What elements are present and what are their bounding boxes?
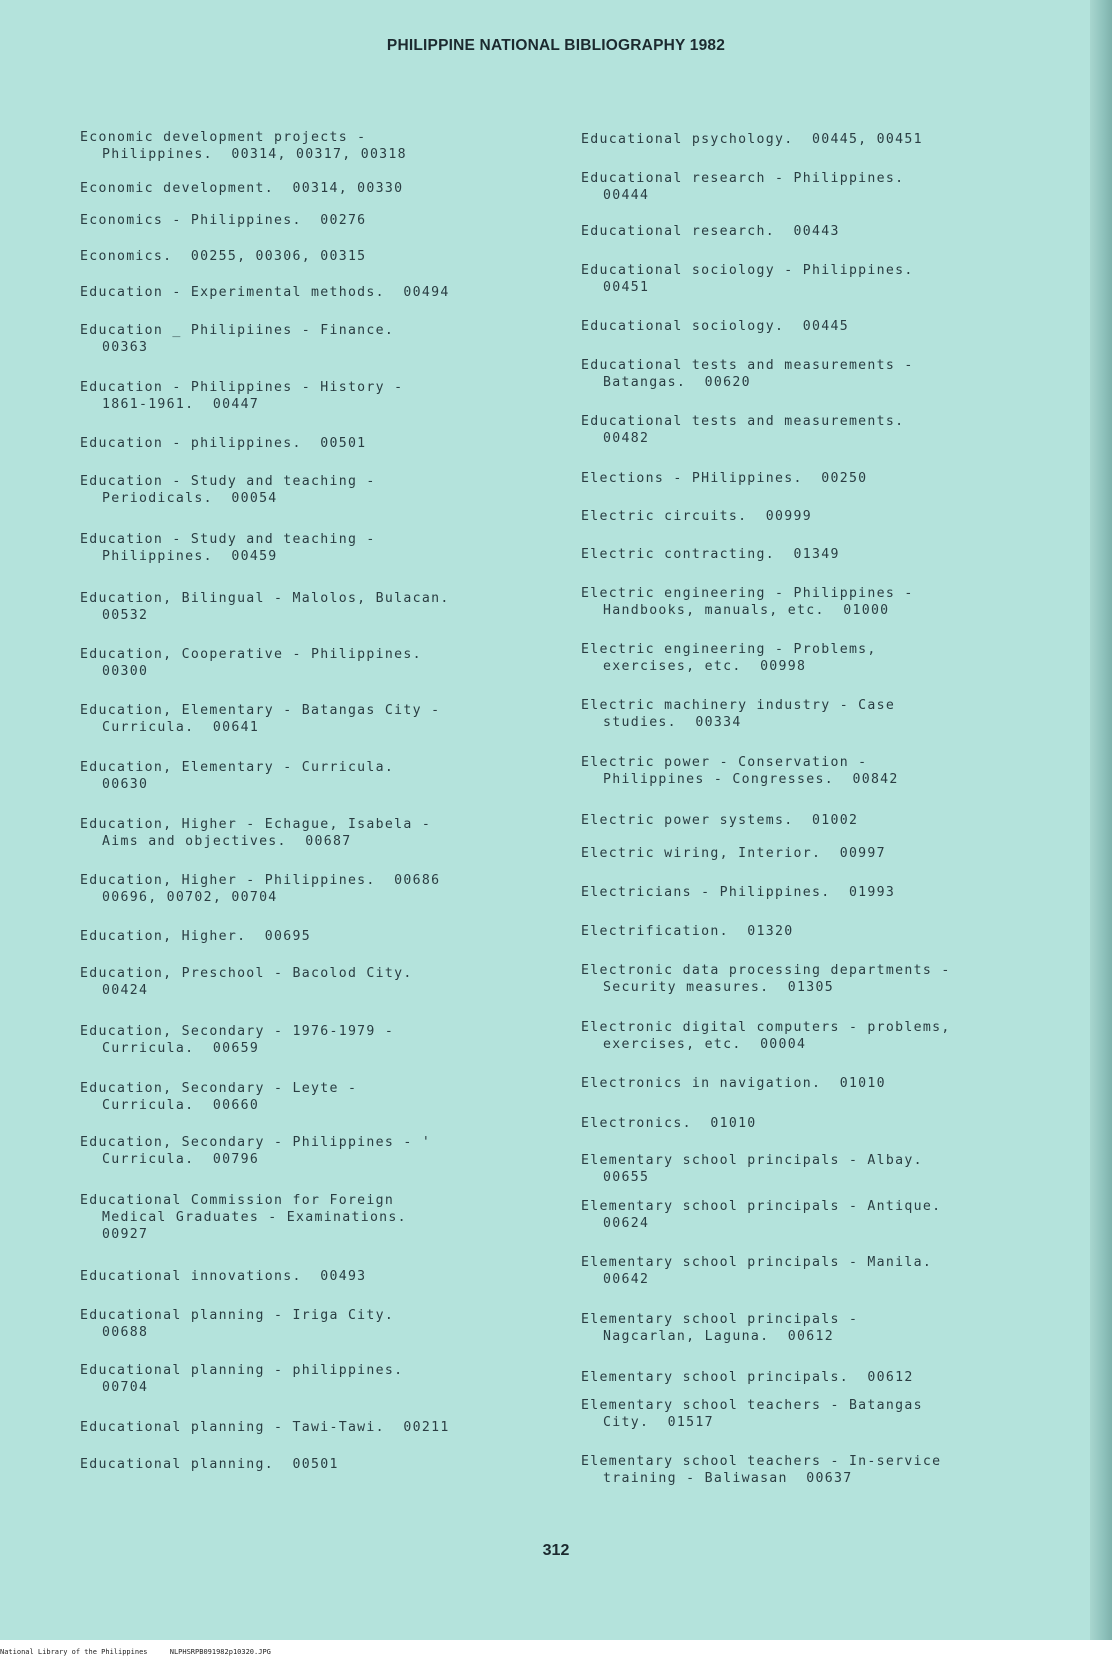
index-entry: Education, Higher. 00695 [80, 929, 311, 944]
index-entry: Elementary school principals - Albay. 00655 [581, 1153, 923, 1185]
index-entry: Elementary school principals - Antique. 00624 [581, 1199, 942, 1231]
index-entry: Electronic digital computers - problems, exercises, etc. 00004 [581, 1020, 951, 1052]
index-entry: Economic development. 00314, 00330 [80, 181, 404, 196]
index-entry: Electric engineering - Philippines - Handbooks, manuals, etc. 01000 [581, 586, 914, 618]
index-entry: Elementary school teachers - In-service training - Baliwasan 00637 [581, 1454, 942, 1486]
index-entry: Electricians - Philippines. 01993 [581, 885, 896, 900]
index-entry: Education - Experimental methods. 00494 [80, 285, 450, 300]
index-entry: Education, Elementary - Batangas City - Curricula. 00641 [80, 703, 441, 735]
index-entry: Educational research - Philippines. 00444 [581, 171, 905, 203]
index-entry: Educational psychology. 00445, 00451 [581, 132, 923, 147]
index-entry: Elementary school principals - Manila. 00642 [581, 1255, 933, 1287]
index-entry: Educational research. 00443 [581, 224, 840, 239]
index-entry: Electric power systems. 01002 [581, 813, 859, 828]
index-entry: Educational tests and measurements - Batangas. 00620 [581, 358, 914, 390]
index-entry: Education, Higher - Echague, Isabela - Aims and objectives. 00687 [80, 817, 432, 849]
index-entry: Electronics. 01010 [581, 1116, 757, 1131]
index-entry: Education, Secondary - Philippines - ' Curricula. 00796 [80, 1135, 432, 1167]
index-entry: Electrification. 01320 [581, 924, 794, 939]
index-entry: Education, Bilingual - Malolos, Bulacan. 00532 [80, 591, 450, 623]
index-entry: Education, Preschool - Bacolod City. 00424 [80, 966, 413, 998]
index-entry: Electric power - Conservation - Philippines - Congresses. 00842 [581, 755, 899, 787]
file-name: NLPHSRPB091982p10320.JPG [169, 1648, 271, 1656]
index-entry: Electronics in navigation. 01010 [581, 1076, 886, 1091]
index-entry: Educational planning - Iriga City. 00688 [80, 1308, 395, 1340]
index-entry: Economics - Philippines. 00276 [80, 213, 367, 228]
index-entry: Economic development projects - Philippines. 00314, 00317, 00318 [80, 130, 407, 162]
index-entry: Education, Elementary - Curricula. 00630 [80, 760, 395, 792]
index-entry: Education - Study and teaching - Periodicals. 00054 [80, 474, 376, 506]
index-entry: Education - Study and teaching - Philippines. 00459 [80, 532, 376, 564]
index-entry: Education, Secondary - Leyte - Curricula. 00660 [80, 1081, 358, 1113]
index-entry: Educational tests and measurements. 00482 [581, 414, 905, 446]
index-entry: Electronic data processing departments - Security measures. 01305 [581, 963, 951, 995]
index-entry: Economics. 00255, 00306, 00315 [80, 249, 367, 264]
page-edge-shadow [1090, 0, 1112, 1640]
index-entry: Education, Secondary - 1976-1979 - Curricula. 00659 [80, 1024, 395, 1056]
index-entry: Education _ Philipiines - Finance. 00363 [80, 323, 395, 355]
index-entry: Educational sociology. 00445 [581, 319, 849, 334]
index-entry: Elections - PHilippines. 00250 [581, 471, 868, 486]
index-entry: Educational planning - Tawi-Tawi. 00211 [80, 1420, 450, 1435]
index-entry: Education, Cooperative - Philippines. 00300 [80, 647, 422, 679]
index-entry: Educational planning. 00501 [80, 1457, 339, 1472]
index-entry: Educational sociology - Philippines. 00451 [581, 263, 914, 295]
index-entry: Electric contracting. 01349 [581, 547, 840, 562]
scan-footer-strip [0, 1640, 1112, 1658]
index-entry: Electric engineering - Problems, exercises, etc. 00998 [581, 642, 877, 674]
index-entry: Elementary school principals - Nagcarlan, Laguna. 00612 [581, 1312, 859, 1344]
page-title: PHILIPPINE NATIONAL BIBLIOGRAPHY 1982 [386, 37, 726, 54]
index-entry: Electric wiring, Interior. 00997 [581, 846, 886, 861]
index-entry: Education - Philippines - History - 1861-1961. 00447 [80, 380, 404, 412]
index-entry: Electric machinery industry - Case studies. 00334 [581, 698, 896, 730]
index-entry: Education, Higher - Philippines. 00686 00696, 00702, 00704 [80, 873, 441, 905]
index-entry: Elementary school principals. 00612 [581, 1370, 914, 1385]
scan-footer-note [0, 1648, 289, 1656]
index-entry: Educational Commission for Foreign Medical Graduates - Examinations. 00927 [80, 1193, 407, 1242]
source-library: National Library of the Philippines [0, 1648, 148, 1656]
index-entry: Education - philippines. 00501 [80, 436, 367, 451]
index-entry: Educational innovations. 00493 [80, 1269, 367, 1284]
index-entry: Electric circuits. 00999 [581, 509, 812, 524]
page-number: 312 [542, 1542, 570, 1559]
index-entry: Elementary school teachers - Batangas City. 01517 [581, 1398, 923, 1430]
index-entry: Educational planning - philippines. 00704 [80, 1363, 404, 1395]
